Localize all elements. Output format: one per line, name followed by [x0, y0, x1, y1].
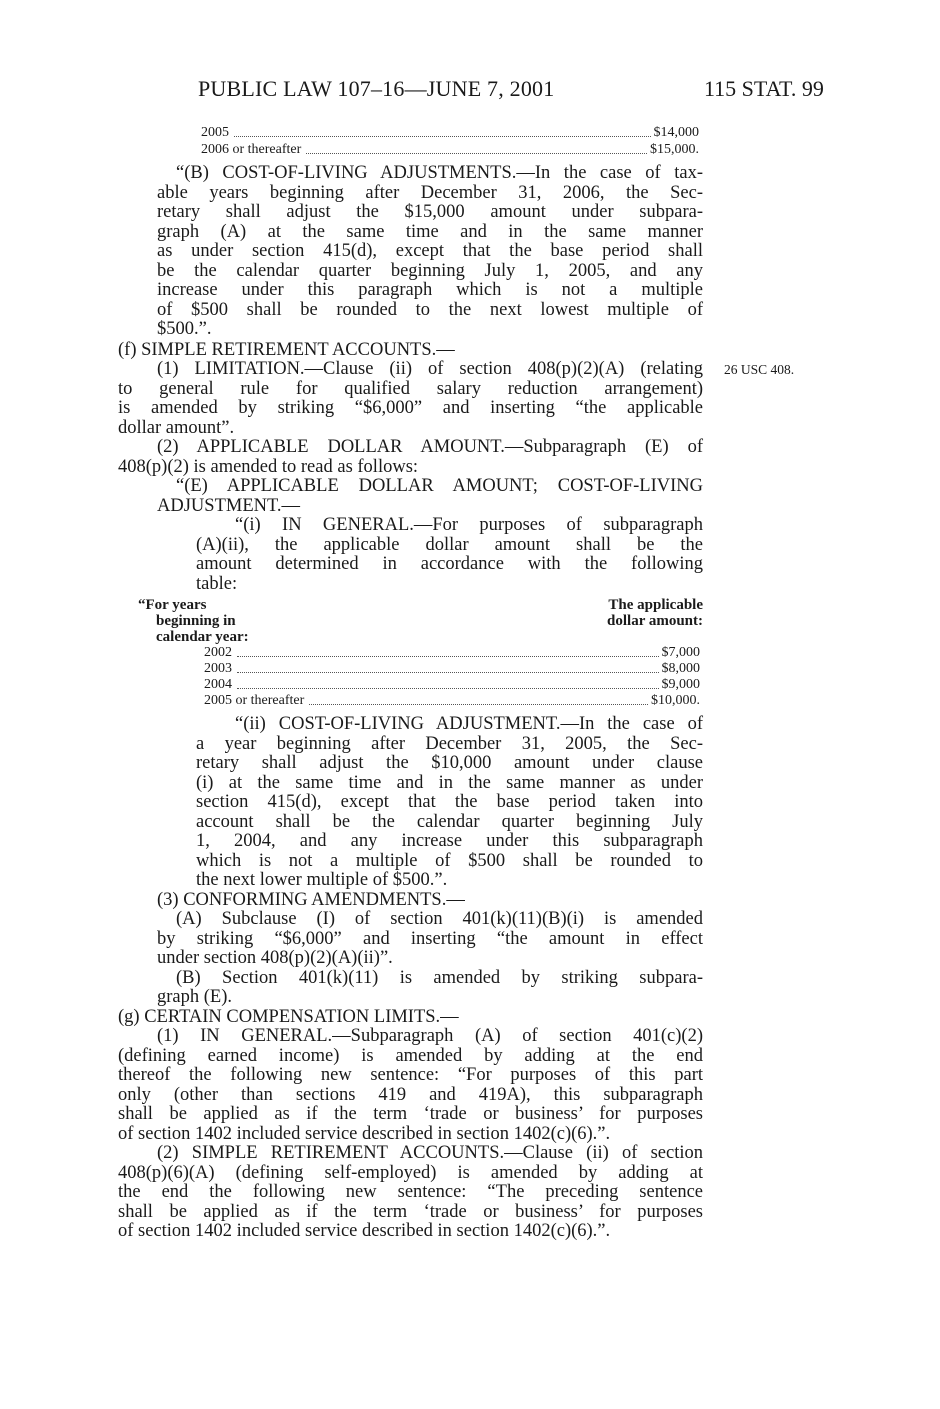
table-row: 2005 $14,000 — [201, 125, 699, 140]
text-line: to general rule for qualified salary reduction arrangement) — [118, 379, 703, 399]
table-row: 2002 $7,000 — [204, 645, 700, 660]
text-line: amount determined in accordance with the following — [196, 554, 703, 574]
text-line: of $500 shall be rounded to the next lowest multiple of — [157, 300, 703, 320]
text-line: retary shall adjust the $15,000 amount under subpara- — [157, 202, 703, 222]
text-line: retary shall adjust the $10,000 amount under clause — [196, 753, 703, 773]
text-line: of section 1402 included service described in section 1402(c)(6).”. — [118, 1221, 611, 1241]
table-header-amount: The applicable dollar amount: — [607, 597, 703, 629]
text-line: only (other than sections 419 and 419A), this subparagraph — [118, 1085, 703, 1105]
text-line: thereof the following new sentence: “For purposes of this part — [118, 1065, 703, 1085]
text-line: (A)(ii), the applicable dollar amount shall be the — [196, 535, 703, 555]
text-line: (defining earned income) is amended by adding at the end — [118, 1046, 703, 1066]
text-line: 1, 2004, and any increase under this subparagraph — [196, 831, 703, 851]
text-line: ADJUSTMENT.— — [157, 496, 301, 516]
table-header-years: “For years beginning in calendar year: — [138, 597, 249, 645]
text-line: (i) at the same time and in the same manner as under — [196, 773, 703, 793]
section-f-heading: (f) SIMPLE RETIREMENT ACCOUNTS.— — [118, 340, 455, 360]
table-row: 2004 $9,000 — [204, 677, 700, 692]
text-line: of section 1402 included service described in section 1402(c)(6).”. — [118, 1124, 611, 1144]
text-line: (1) LIMITATION.—Clause (ii) of section 408(p)(2)(A) (relating — [157, 359, 703, 379]
margin-citation: 26 USC 408. — [724, 362, 795, 377]
text-line: account shall be the calendar quarter beginning July — [196, 812, 703, 832]
text-line: shall be applied as if the term ‘trade or business’ for purposes — [118, 1202, 703, 1222]
text-line: 408(p)(2) is amended to read as follows: — [118, 457, 419, 477]
conforming-amendments-heading: (3) CONFORMING AMENDMENTS.— — [157, 890, 465, 910]
text-line: “(B) COST-OF-LIVING ADJUSTMENTS.—In the case of tax- — [176, 163, 703, 183]
text-line: which is not a multiple of $500 shall be rounded to — [196, 851, 703, 871]
text-line: graph (A) at the same time and in the same manner — [157, 222, 703, 242]
text-line: (A) Subclause (I) of section 401(k)(11)(B)(i) is amended — [176, 909, 703, 929]
text-line: (B) Section 401(k)(11) is amended by striking subpara- — [176, 968, 703, 988]
table-row: 2006 or thereafter $15,000. — [201, 142, 699, 157]
text-line: table: — [196, 574, 238, 594]
text-line: the end the following new sentence: “The preceding sentence — [118, 1182, 703, 1202]
text-line: under section 408(p)(2)(A)(ii)”. — [157, 948, 393, 968]
text-line: is amended by striking “$6,000” and inserting “the applicable — [118, 398, 703, 418]
text-line: section 415(d), except that the base period taken into — [196, 792, 703, 812]
table-row: 2005 or thereafter $10,000. — [204, 693, 700, 708]
text-line: be the calendar quarter beginning July 1, 2005, and any — [157, 261, 703, 281]
statute-page-number: 115 STAT. 99 — [704, 76, 824, 101]
text-line: “(ii) COST-OF-LIVING ADJUSTMENT.—In the case of — [235, 714, 703, 734]
text-line: (1) IN GENERAL.—Subparagraph (A) of section 401(c)(2) — [157, 1026, 703, 1046]
text-line: a year beginning after December 31, 2005, the Sec- — [196, 734, 703, 754]
text-line: dollar amount”. — [118, 418, 235, 438]
page-header — [0, 76, 940, 106]
text-line: able years beginning after December 31, 2006, the Sec- — [157, 183, 703, 203]
text-line: “(E) APPLICABLE DOLLAR AMOUNT; COST-OF-LIVING — [176, 476, 703, 496]
text-line: as under section 415(d), except that the base period shall — [157, 241, 703, 261]
text-line: graph (E). — [157, 987, 232, 1007]
text-line: (2) APPLICABLE DOLLAR AMOUNT.—Subparagraph (E) of — [157, 437, 703, 457]
text-line: “(i) IN GENERAL.—For purposes of subparagraph — [235, 515, 703, 535]
text-line: shall be applied as if the term ‘trade or business’ for purposes — [118, 1104, 703, 1124]
text-line: 408(p)(6)(A) (defining self-employed) is amended by adding at — [118, 1163, 703, 1183]
running-title: PUBLIC LAW 107–16—JUNE 7, 2001 — [198, 76, 555, 101]
section-g-heading: (g) CERTAIN COMPENSATION LIMITS.— — [118, 1007, 459, 1027]
text-line: by striking “$6,000” and inserting “the amount in effect — [157, 929, 703, 949]
text-line: (2) SIMPLE RETIREMENT ACCOUNTS.—Clause (ii) of section — [157, 1143, 703, 1163]
text-line: increase under this paragraph which is not a multiple — [157, 280, 703, 300]
text-line: $500.”. — [157, 319, 212, 339]
table-row: 2003 $8,000 — [204, 661, 700, 676]
text-line: the next lower multiple of $500.”. — [196, 870, 448, 890]
